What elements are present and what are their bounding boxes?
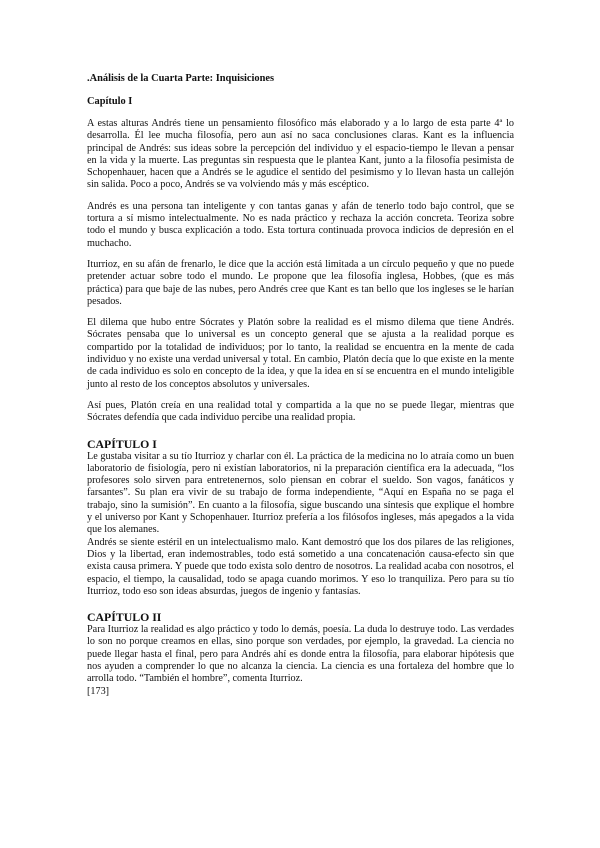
chapter-1-paragraph: A estas alturas Andrés tiene un pensamiento filosófico más elaborado y a lo largo de esta parte 4ª lo desarrolla. Él lee mucha filosofía, pero aun así no saca conclusiones claras. Kant es la influencia principal de Andrés: sus ideas sobre la percepción del individuo y el espacio-tiempo le llevan a pensar en la vida y la muerte. Las preguntas sin respuesta que le plantea Kant, junto a la filosofía pesimista de Schopenhauer, hacen que a Andrés se le agudice el sentido del pesimismo y lo llevan hasta un callejón sin salida. Poco a poco, Andrés se va volviendo más y más escéptico. (87, 118, 514, 191)
chapter-1-paragraph: Andrés es una persona tan inteligente y con tantas ganas y afán de tenerlo todo bajo control, que se tortura a sí mismo intelectualmente. No es nada práctico y rechaza la acción concreta. Teoriza sobre todo el mundo y busca explicación a todo. Esta tortura continuada provoca indicios de depresión en el muchacho. (87, 200, 514, 249)
chapter-1-paragraph: Así pues, Platón creía en una realidad total y compartida a la que no se puede llegar, mientras que Sócrates defendía que cada individuo percibe una realidad propia. (87, 399, 514, 424)
chapter-2-paragraph: Andrés se siente estéril en un intelectualismo malo. Kant demostró que los dos pilares de las religiones, Dios y la libertad, eran indemostrables, todo está sometido a una concatenación causa-efecto sin que exista causa primera. Y puede que todo exista solo dentro de nosotros. La realidad acaba con nosotros, el espacio, el tiempo, la causalidad, todo se apaga cuando morimos. Y eso lo tranquiliza. Pero para su tío Iturrioz, todo eso son ideas absurdas, juegos de ingenio y fantasías. (87, 536, 514, 597)
page-reference: [173] (87, 685, 110, 697)
chapter-2-paragraph: Le gustaba visitar a su tío Iturrioz y charlar con él. La práctica de la medicina no lo atraía como un buen laboratorio de fisiología, pero ni existían laboratorios, ni la preparación científica era la adecuada, “los profesores solo sirven para entretenernos, solo piensan en cobrar el sueldo. Son vagos, fanáticos y farsantes”. Su plan era vivir de su trabajo de forma independiente, “Aquí en España no se paga el trabajo, sino la sumisión”. En cuanto a la filosofía, sigue buscando una síntesis que explique el hombre y el universo por Kant y Schopenhauer. Iturrioz prefería a los filósofos ingleses, más apegados a la vida que los alemanes. (87, 450, 514, 536)
chapter-2-heading: CAPÍTULO I (87, 436, 157, 451)
chapter-2-section (87, 437, 514, 599)
chapter-3-paragraph: Para Iturrioz la realidad es algo práctico y todo lo demás, poesía. La duda lo destruye todo. Las verdades lo son no porque creamos en ellas, sino porque son verdades, por ejemplo, la gravedad. La ciencia no puede llegar hasta el final, pero para Andrés ahí es donde entra la filosofía, para elaborar hipótesis que nos ayuden a comprender lo que no alcanza la ciencia. La ciencia es una fortaleza del hombre que lo arrolla todo. “También el hombre”, comenta Iturrioz. (87, 624, 514, 685)
chapter-1-paragraph: Iturrioz, en su afán de frenarlo, le dice que la acción está limitada a un círculo pequeño y que no puede pretender actuar sobre todo el mundo. Le propone que lea filosofía inglesa, Hobbes, (que es más práctica) para que baje de las nubes, pero Andrés cree que Kant es tan bello que los ingleses se le harían pesados. (87, 258, 514, 307)
document-title: .Análisis de la Cuarta Parte: Inquisiciones (87, 73, 275, 84)
chapter-3-heading: CAPÍTULO II (87, 610, 162, 625)
chapter-3-section (87, 610, 514, 698)
chapter-1-paragraph: El dilema que hubo entre Sócrates y Platón sobre la realidad es el mismo dilema que tiene Andrés. Sócrates pensaba que lo universal es un concepto general que se ajusta a la realidad porque es compartido por la totalidad de individuos; por lo tanto, la realidad se encuentra en la mente de cada individuo y no existe una verdad universal y total. En cambio, Platón decía que lo que existe en la mente de cada individuo es solo en concepto de la idea, y que la idea en sí se encuentra en el mundo inteligible junto al resto de los conceptos absolutos y universales. (87, 317, 514, 390)
chapter-1-heading: Capítulo I (87, 96, 133, 107)
document-body (87, 72, 514, 698)
